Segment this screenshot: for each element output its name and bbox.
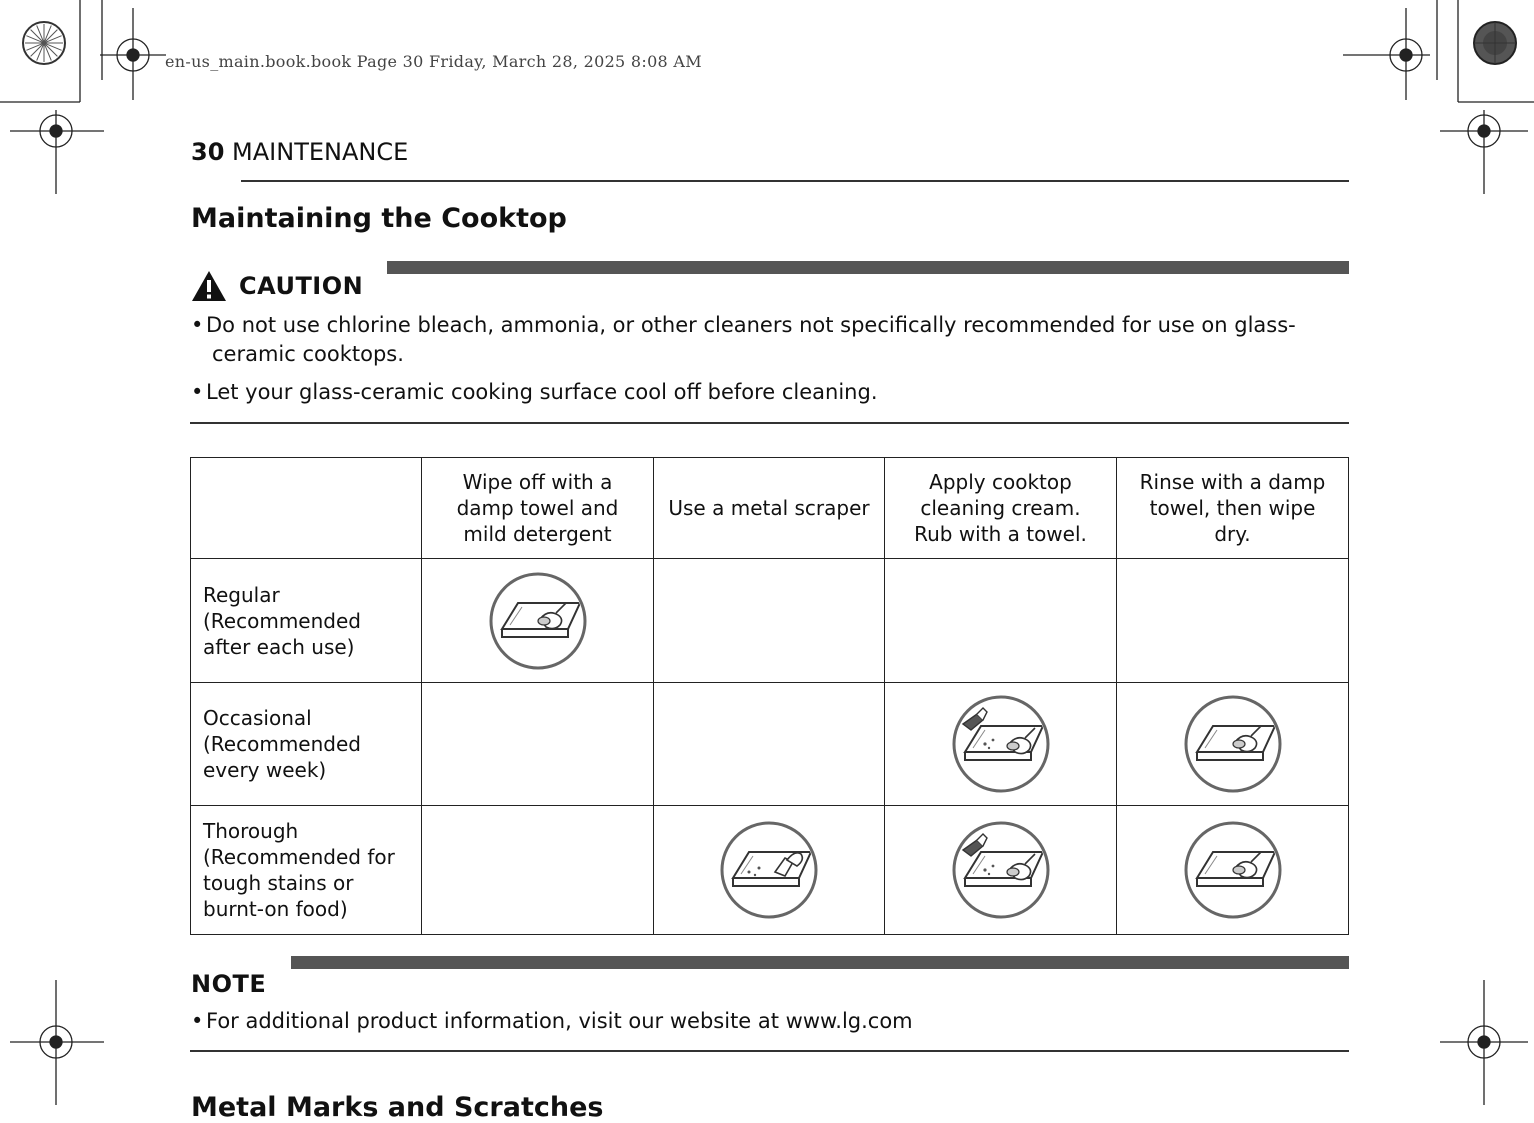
cream-rub-icon xyxy=(951,694,1051,794)
warning-triangle-icon xyxy=(191,270,227,302)
table-cell xyxy=(422,683,654,806)
caution-bar xyxy=(387,261,1349,274)
table-cell xyxy=(654,806,885,935)
header-rule xyxy=(241,180,1349,182)
table-cell xyxy=(885,559,1117,683)
caution-item-text-cont: ceramic cooktops. xyxy=(212,342,404,366)
caution-item-text: Let your glass-ceramic cooking surface cool off before cleaning. xyxy=(206,380,878,404)
caution-item: • Let your glass-ceramic cooking surface cool off before cleaning. xyxy=(191,380,878,404)
rinse-wipe-icon xyxy=(1183,694,1283,794)
table-cell xyxy=(1117,806,1349,935)
table-row xyxy=(191,683,1349,806)
caution-heading xyxy=(191,270,363,302)
note-item-text: For additional product information, visit our website at www.lg.com xyxy=(206,1009,913,1033)
header-section: MAINTENANCE xyxy=(232,138,409,166)
table-cell xyxy=(422,806,654,935)
note-label: NOTE xyxy=(191,970,267,998)
row-header: Occasional (Recommended every week) xyxy=(191,683,422,806)
slug-line: en-us_main.book.book Page 30 Friday, March 28, 2025 8:08 AM xyxy=(165,52,702,71)
table-row xyxy=(191,559,1349,683)
note-bar xyxy=(291,956,1349,969)
table-cell xyxy=(885,683,1117,806)
table-row xyxy=(191,806,1349,935)
table-cell xyxy=(1117,683,1349,806)
section-title: Maintaining the Cooktop xyxy=(191,203,567,234)
cleaning-table xyxy=(190,457,1349,935)
caution-item-text: Do not use chlorine bleach, ammonia, or other cleaners not specifically recommended for use on glass- xyxy=(206,313,1296,337)
table-header-row xyxy=(191,458,1349,559)
caution-item: • Do not use chlorine bleach, ammonia, or other cleaners not specifically recommended for use on glass- ceramic cooktops. xyxy=(191,311,1296,369)
row-header: Regular (Recommended after each use) xyxy=(191,559,422,683)
table-cell xyxy=(1117,559,1349,683)
note-item: • For additional product information, visit our website at www.lg.com xyxy=(191,1009,913,1033)
caution-end-rule xyxy=(190,422,1349,424)
wipe-icon xyxy=(488,571,588,671)
page-number: 30 xyxy=(191,138,225,166)
table-cell xyxy=(885,806,1117,935)
column-header: Use a metal scraper xyxy=(654,458,885,559)
next-section-title: Metal Marks and Scratches xyxy=(191,1092,604,1123)
rinse-wipe-icon xyxy=(1183,820,1283,920)
column-header: Rinse with a damp towel, then wipe dry. xyxy=(1117,458,1349,559)
table-corner-cell xyxy=(191,458,422,559)
caution-label: CAUTION xyxy=(239,272,364,300)
row-header: Thorough (Recommended for tough stains or burnt-on food) xyxy=(191,806,422,935)
scraper-icon xyxy=(719,820,819,920)
column-header: Apply cooktop cleaning cream. Rub with a towel. xyxy=(885,458,1117,559)
table-cell xyxy=(654,559,885,683)
table-cell xyxy=(422,559,654,683)
note-end-rule xyxy=(190,1050,1349,1052)
starburst-mark-icon xyxy=(23,22,65,64)
table-cell xyxy=(654,683,885,806)
page-header xyxy=(191,138,408,166)
registration-mark-icon xyxy=(100,8,166,100)
cream-rub-icon xyxy=(951,820,1051,920)
color-disc-mark-icon xyxy=(1474,22,1516,64)
column-header: Wipe off with a damp towel and mild detergent xyxy=(422,458,654,559)
